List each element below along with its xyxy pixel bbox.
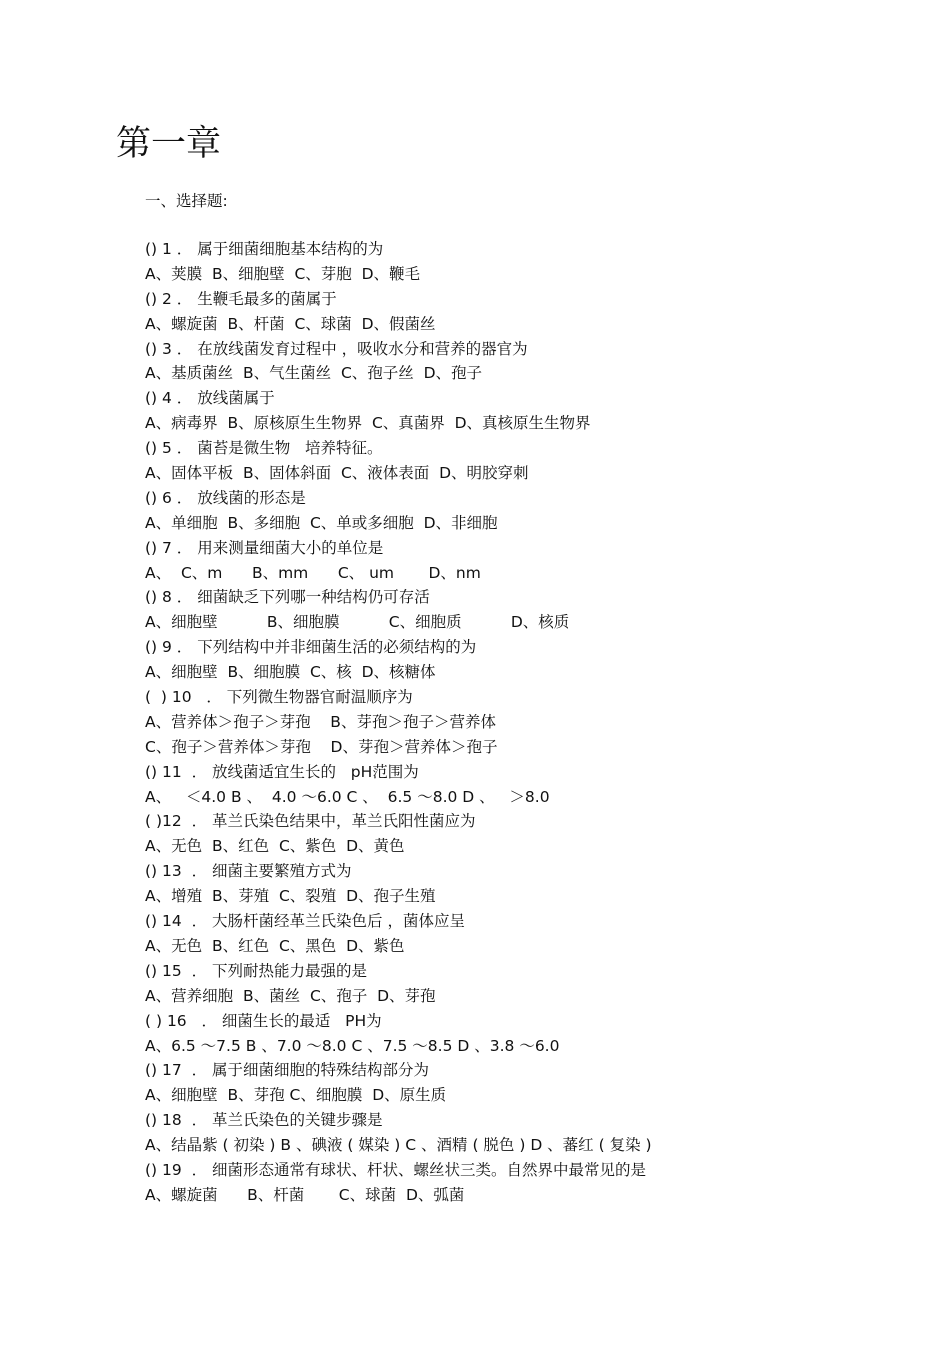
question-line: () 9 ． 下列结构中并非细菌生活的必须结构的为 bbox=[145, 638, 477, 657]
question-line: A、螺旋菌 B、杆菌 C、球菌 D、弧菌 bbox=[145, 1185, 465, 1204]
question-line: () 15 ． 下列耐热能力最强的是 bbox=[145, 961, 368, 980]
question-list bbox=[145, 237, 925, 1208]
question-line: () 19 ． 细菌形态通常有球状、杆状、螺丝状三类。自然界中最常见的是 bbox=[145, 1160, 647, 1179]
section-heading: 一、选择题: bbox=[145, 192, 228, 210]
question-line: A、病毒界 B、原核原生生物界 C、真菌界 D、真核原生生物界 bbox=[145, 414, 591, 433]
question-line: A、营养细胞 B、菌丝 C、孢子 D、芽孢 bbox=[145, 986, 436, 1005]
question-line: A、细胞壁 B、芽孢 C、细胞膜 D、原生质 bbox=[145, 1086, 447, 1105]
question-line: A、荚膜 B、细胞壁 C、芽胞 D、鞭毛 bbox=[145, 264, 421, 283]
question-line: () 13 ． 细菌主要繁殖方式为 bbox=[145, 862, 352, 881]
question-line: () 4 ． 放线菌属于 bbox=[145, 389, 275, 408]
question-line: () 8 ． 细菌缺乏下列哪一种结构仍可存活 bbox=[145, 588, 430, 607]
question-line: () 17 ． 属于细菌细胞的特殊结构部分为 bbox=[145, 1061, 430, 1080]
question-line: ( ) 16 ． 细菌生长的最适 PH为 bbox=[145, 1011, 382, 1030]
question-line: A、增殖 B、芽殖 C、裂殖 D、孢子生殖 bbox=[145, 887, 436, 906]
question-line: A、 C、m B、mm C、 um D、nm bbox=[145, 563, 481, 582]
question-line: () 18 ． 革兰氏染色的关键步骤是 bbox=[145, 1111, 383, 1130]
question-line: ( ) 10 ． 下列微生物器官耐温顺序为 bbox=[145, 688, 413, 707]
question-line: A、营养体＞孢子＞芽孢 B、芽孢＞孢子＞营养体 bbox=[145, 712, 496, 731]
chapter-title: 第一章 bbox=[116, 124, 222, 164]
question-line: ( )12 ． 革兰氏染色结果中，革兰氏阳性菌应为 bbox=[145, 812, 476, 831]
question-line: A、螺旋菌 B、杆菌 C、球菌 D、假菌丝 bbox=[145, 314, 436, 333]
question-line: () 14 ． 大肠杆菌经革兰氏染色后 ，菌体应呈 bbox=[145, 912, 465, 931]
question-line: () 6 ． 放线菌的形态是 bbox=[145, 488, 306, 507]
question-line: () 3 ． 在放线菌发育过程中 ，吸收水分和营养的器官为 bbox=[145, 339, 528, 358]
question-line: A、细胞壁 B、细胞膜 C、核 D、核糖体 bbox=[145, 663, 436, 682]
question-line: () 11 ． 放线菌适宜生长的 pH范围为 bbox=[145, 762, 419, 781]
question-line: A、细胞壁 B、细胞膜 C、细胞质 D、核质 bbox=[145, 613, 570, 632]
question-line: A、 ＜4.0 B 、 4.0 ～6.0 C 、 6.5 ～8.0 D 、 ＞8.0 bbox=[145, 787, 550, 806]
question-line: A、无色 B、红色 C、黑色 D、紫色 bbox=[145, 936, 405, 955]
question-line: () 1 ． 属于细菌细胞基本结构的为 bbox=[145, 240, 384, 258]
question-line: () 5 ． 菌苔是微生物 培养特征。 bbox=[145, 439, 383, 458]
question-line: A、无色 B、红色 C、紫色 D、黄色 bbox=[145, 837, 405, 856]
question-line: () 7 ． 用来测量细菌大小的单位是 bbox=[145, 538, 384, 557]
question-line: A、单细胞 B、多细胞 C、单或多细胞 D、非细胞 bbox=[145, 513, 498, 532]
question-line: C、孢子＞营养体＞芽孢 D、芽孢＞营养体＞孢子 bbox=[145, 737, 498, 756]
question-line: A、基质菌丝 B、气生菌丝 C、孢子丝 D、孢子 bbox=[145, 364, 483, 383]
question-line: () 2 ． 生鞭毛最多的菌属于 bbox=[145, 289, 337, 308]
question-line: A、6.5 ～7.5 B 、7.0 ～8.0 C 、7.5 ～8.5 D 、3.8 ～6.0 bbox=[145, 1036, 560, 1055]
question-line: A、固体平板 B、固体斜面 C、液体表面 D、明胶穿刺 bbox=[145, 464, 529, 483]
question-line: A、结晶紫 ( 初染 ) B 、碘液 ( 媒染 ) C 、酒精 ( 脱色 ) D 、蕃红 ( 复染 ) bbox=[145, 1136, 652, 1155]
